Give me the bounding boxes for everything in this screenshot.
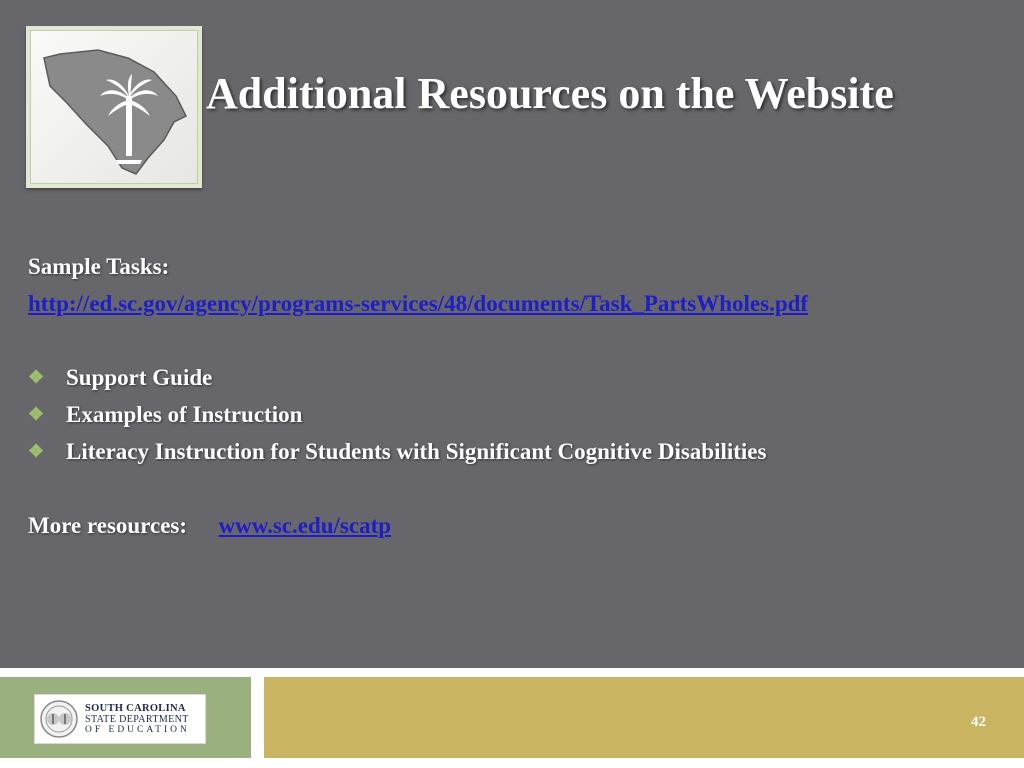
diamond-bullet-icon: ❖ [28, 404, 45, 424]
footer-right-panel [264, 677, 1024, 758]
bullet-literacy-instruction: Literacy Instruction for Students with Significant Cognitive Disabilities [66, 439, 767, 464]
logo-text-line2: STATE DEPARTMENT [85, 713, 189, 725]
sc-state-logo [26, 26, 202, 188]
palmetto-crescent-icon [36, 36, 192, 178]
list-item [28, 396, 1008, 433]
more-resources-link[interactable]: www.sc.edu/scatp [218, 513, 392, 538]
list-item [28, 359, 1008, 396]
list-item [28, 433, 1008, 470]
footer-left-panel [0, 677, 251, 758]
diamond-bullet-icon: ❖ [28, 441, 45, 461]
bullet-examples-of-instruction: Examples of Instruction [66, 402, 303, 427]
page-number: 42 [971, 714, 986, 730]
logo-text-line3: OF EDUCATION [85, 724, 190, 735]
slide-title: Additional Resources on the Website [206, 69, 894, 118]
sample-tasks-label: Sample Tasks: [28, 254, 170, 279]
state-seal-icon [39, 699, 79, 739]
logo-text-line1: SOUTH CAROLINA [85, 702, 186, 714]
bullet-support-guide: Support Guide [66, 365, 213, 390]
sc-department-of-education-logo [34, 694, 206, 744]
more-resources-label: More resources: [28, 513, 188, 538]
diamond-bullet-icon: ❖ [28, 367, 45, 387]
sample-tasks-link[interactable]: http://ed.sc.gov/agency/programs-services/48/documents/Task_PartsWholes.pdf [28, 291, 809, 316]
slide-content [28, 248, 1008, 544]
